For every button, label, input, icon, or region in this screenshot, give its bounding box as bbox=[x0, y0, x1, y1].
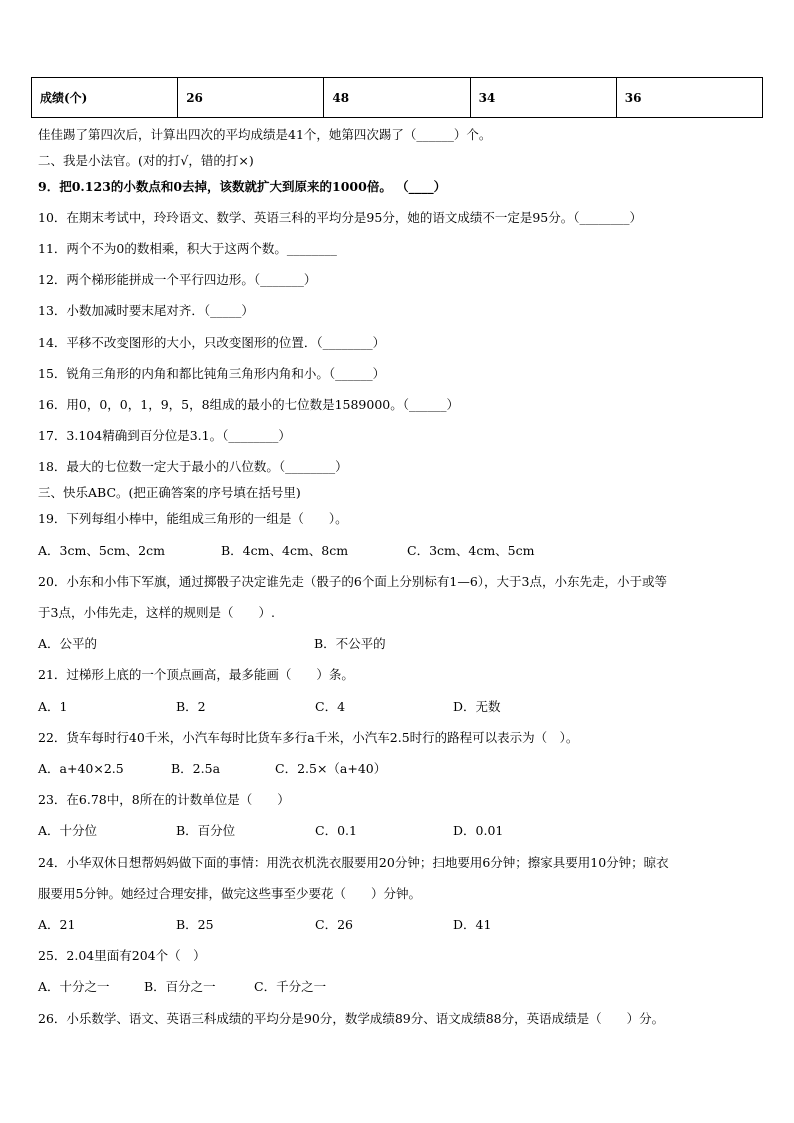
question-11: 11．两个不为0的数相乘，积大于这两个数。________ bbox=[38, 241, 337, 256]
question-22-stem: 22．货车每时行40千米，小汽车每时比货车多行a千米，小汽车2.5时行的路程可以表示为（ ）。 bbox=[38, 730, 579, 745]
question-19-options bbox=[38, 542, 738, 559]
section-2-title: 二、我是小法官。(对的打√，错的打×) bbox=[38, 153, 254, 168]
question-21-options bbox=[38, 698, 738, 715]
question-21-stem: 21．过梯形上底的一个顶点画高，最多能画（ ）条。 bbox=[38, 667, 354, 682]
question-24-stem-line2: 服要用5分钟。她经过合理安排，做完这些事至少要花（ ）分钟。 bbox=[38, 886, 421, 901]
table-cell: 36 bbox=[616, 78, 762, 118]
question-15: 15．锐角三角形的内角和都比钝角三角形内角和小。（______） bbox=[38, 366, 386, 381]
question-23-stem: 23．在6.78中，8所在的计数单位是（ ） bbox=[38, 792, 290, 807]
section-3-title: 三、快乐ABC。(把正确答案的序号填在括号里) bbox=[38, 485, 301, 500]
question-26-stem: 26．小乐数学、语文、英语三科成绩的平均分是90分，数学成绩89分、语文成绩88分，英语成绩是（ ）分。 bbox=[38, 1011, 665, 1026]
option-b: B．百分之一 bbox=[144, 979, 216, 994]
question-17: 17．3.104精确到百分位是3.1。（________） bbox=[38, 428, 291, 443]
option-c: C．千分之一 bbox=[254, 979, 327, 994]
question-9: 9．把0.123的小数点和0去掉，该数就扩大到原来的1000倍。 （____） bbox=[38, 179, 447, 194]
table-cell: 48 bbox=[324, 78, 470, 118]
option-b: B．4cm、4cm、8cm bbox=[221, 543, 349, 558]
option-b: B．百分位 bbox=[176, 823, 236, 838]
question-20-stem-line2: 于3点，小伟先走，这样的规则是（ ）. bbox=[38, 605, 275, 620]
option-a: A．21 bbox=[38, 917, 76, 932]
question-25-stem: 25．2.04里面有204个（ ） bbox=[38, 948, 206, 963]
question-20-stem-line1: 20．小东和小伟下军旗，通过掷骰子决定谁先走（骰子的6个面上分别标有1—6），大于3点，小东先走，小于或等 bbox=[38, 574, 667, 589]
option-d: D．无数 bbox=[453, 699, 501, 714]
question-intro: 佳佳踢了第四次后，计算出四次的平均成绩是41个，她第四次踢了（______）个。 bbox=[38, 127, 492, 142]
question-19-stem: 19．下列每组小棒中，能组成三角形的一组是（ ）。 bbox=[38, 511, 348, 526]
option-a: A．a+40×2.5 bbox=[38, 761, 124, 776]
option-a: A．公平的 bbox=[38, 636, 98, 651]
option-b: B．2 bbox=[176, 699, 206, 714]
question-16: 16．用0，0，0，1，9，5，8组成的最小的七位数是1589000。（______） bbox=[38, 397, 459, 412]
option-c: C．3cm、4cm、5cm bbox=[407, 543, 535, 558]
option-c: C．2.5×（a+40） bbox=[275, 761, 387, 776]
option-c: C．0.1 bbox=[315, 823, 357, 838]
question-13: 13．小数加减时要末尾对齐．（_____） bbox=[38, 303, 254, 318]
question-23-options bbox=[38, 822, 738, 839]
question-20-options bbox=[38, 635, 738, 652]
option-a: A．3cm、5cm、2cm bbox=[38, 543, 165, 558]
option-d: D．0.01 bbox=[453, 823, 504, 838]
question-10: 10．在期末考试中，玲玲语文、数学、英语三科的平均分是95分，她的语文成绩不一定是95分。（________） bbox=[38, 210, 642, 225]
option-c: C．26 bbox=[315, 917, 353, 932]
option-b: B．不公平的 bbox=[314, 636, 386, 651]
option-c: C．4 bbox=[315, 699, 346, 714]
option-b: B．25 bbox=[176, 917, 214, 932]
table-cell: 26 bbox=[178, 78, 324, 118]
question-12: 12．两个梯形能拼成一个平行四边形。（_______） bbox=[38, 272, 317, 287]
table-row bbox=[32, 78, 763, 118]
score-table bbox=[31, 77, 763, 118]
question-22-options bbox=[38, 760, 738, 777]
option-b: B．2.5a bbox=[171, 761, 221, 776]
option-d: D．41 bbox=[453, 917, 492, 932]
option-a: A．1 bbox=[38, 699, 68, 714]
question-25-options bbox=[38, 978, 738, 995]
question-24-options bbox=[38, 916, 738, 933]
option-a: A．十分位 bbox=[38, 823, 98, 838]
table-cell: 34 bbox=[470, 78, 616, 118]
question-24-stem-line1: 24．小华双休日想帮妈妈做下面的事情：用洗衣机洗衣服要用20分钟；扫地要用6分钟；擦家具要用10分钟；晾衣 bbox=[38, 855, 669, 870]
question-18: 18．最大的七位数一定大于最小的八位数。（________） bbox=[38, 459, 348, 474]
table-header-cell: 成绩(个) bbox=[32, 78, 178, 118]
question-14: 14．平移不改变图形的大小，只改变图形的位置．（________） bbox=[38, 335, 386, 350]
option-a: A．十分之一 bbox=[38, 979, 110, 994]
